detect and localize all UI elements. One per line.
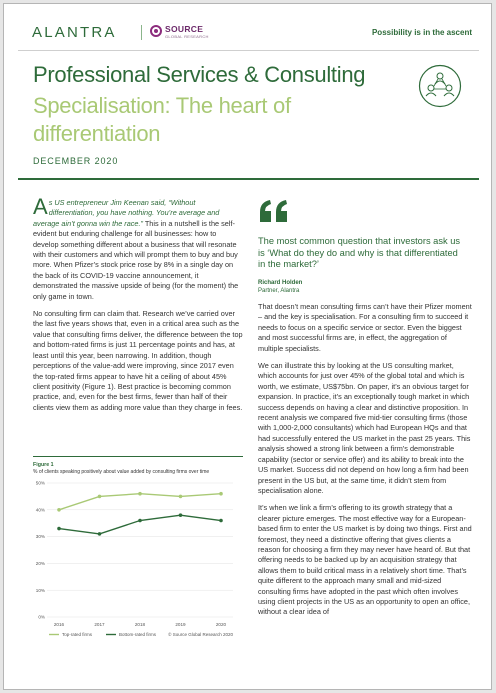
data-point: [138, 519, 142, 523]
data-point: [138, 492, 142, 496]
line-chart: [33, 477, 243, 647]
pull-quote: The most common question that investors ask us is ‘What do they do and why is that differentiated in the market?’: [258, 236, 461, 270]
legend-label: Bottom-rated firms: [119, 632, 157, 637]
data-point: [98, 532, 102, 536]
drop-cap: A: [33, 194, 48, 219]
tagline: Possibility is in the ascent: [371, 28, 472, 37]
left-column: [33, 194, 243, 420]
paragraph: [33, 194, 243, 302]
paragraph: It’s when we link a firm’s offering to its growth strategy that a clearer picture emerges. The most effective way for a European-based firm to enter the US market is by doing two things. First and foremost, they need a distinctive offering that gives clients a reason for choosing a firm they may never have heard of. But that offering needs to be backed up by an acquisition strategy that allows them to build critical mass in a relatively short time. That’s quite different to the approach many small and mid-sized consulting firms have adopted in the past which often involves using client projects in the US as an opportunity to open an office, without a clear idea of: [258, 503, 472, 617]
y-tick-label: 0%: [38, 614, 45, 620]
people-network-icon: [418, 64, 462, 108]
y-tick-label: 20%: [35, 561, 45, 566]
quote-author-role: Partner, Alantra: [258, 288, 300, 294]
paragraph: We can illustrate this by looking at the US consulting market, which accounts for just over 45% of the global total and which is worth, we estimate, US$75bn. On paper, it’s an obvious target for expansion. In practice, it’s an exceptionally tough market in which success depends on having a clear and distinctive proposition. In recent analysis we compared five mid-tier consulting firms (those with 1,000-2,000 consultants) which had European HQs and that had successfully entered the US market in the past 25 years. This analysis showed a strong link between a firm’s demonstrable capability (sector or service offer) and its ability to break into the US market. Success did not depend on how long a firm had been present in the US but, at the same time, it didn’t stem from specialisation alone.: [258, 361, 471, 495]
figure-1: [33, 456, 243, 646]
data-point: [219, 492, 223, 496]
source-logo-name: SOURCE: [165, 24, 204, 34]
legend-label: Top-rated firms: [62, 632, 93, 637]
paragraph-text: This in a nutshell is the self-evident but enduring challenge for all businesses: how to develop something different about a business that will resonate with their customers and which will prompt them to buy and buy more. When Pfizer’s stock price rose by 8% in a single day on the back of its COVID-19 vaccine announcement, it demonstrated the massive upside of being (for the moment) the only game in town.: [33, 218, 239, 301]
x-tick-label: 2018: [134, 622, 146, 627]
data-point: [179, 513, 183, 517]
y-tick-label: 30%: [35, 534, 45, 540]
page-header: [32, 24, 472, 48]
page-subtitle: Specialisation: The heart of differentiation: [33, 93, 291, 146]
data-point: [98, 495, 102, 499]
series-line: [59, 515, 221, 534]
chart-source: © Source Global Research 2020: [168, 632, 233, 637]
quote-mark-icon: [258, 198, 290, 224]
x-tick-label: 2017: [94, 622, 105, 627]
x-tick-label: 2016: [53, 622, 65, 627]
x-tick-label: 2020: [215, 622, 227, 627]
x-tick-label: 2019: [175, 622, 186, 627]
report-page: [3, 3, 492, 690]
figure-caption: % of clients speaking positively about value added by consulting firms over time: [33, 469, 210, 475]
quote-author: Richard Holden: [258, 280, 303, 286]
data-point: [57, 508, 61, 512]
y-tick-label: 10%: [35, 587, 45, 593]
right-column: [258, 302, 472, 625]
series-line: [59, 494, 221, 510]
page-title: Professional Services & Consulting: [33, 62, 366, 87]
data-point: [179, 495, 183, 499]
source-logo-subtitle: GLOBAL RESEARCH: [165, 34, 209, 39]
header-divider: [18, 50, 479, 51]
publication-date: DECEMBER 2020: [33, 156, 119, 166]
title-divider: [18, 178, 479, 180]
logo-divider: [141, 25, 142, 40]
paragraph: That doesn’t mean consulting firms can’t have their Pfizer moment – and the key is specialisation. For a consulting firm to succeed it needs to focus on a specific service or sector. Even the biggest and most successful firms are, in effect, the aggregation of multiple specialists.: [258, 302, 472, 353]
alantra-logo: ALANTRA: [32, 24, 117, 41]
y-tick-label: 50%: [35, 480, 45, 486]
intro-quote: s US entrepreneur Jim Keenan said, “Without differentiation, you have nothing. You’re average and average ain’t gonna win the race.”: [33, 198, 220, 228]
source-logo-icon: [150, 25, 162, 37]
figure-label: Figure 1: [33, 462, 54, 468]
data-point: [219, 519, 223, 523]
paragraph: No consulting firm can claim that. Research we’ve carried over the last five years shows that, even in a critical area such as the value that consulting firms deliver, the difference between the top and bottom-rated firms is just 11 percentage points and has, at least until this year, been narrowing. In addition, though perceptions of the value-add were improving, since 2017 even the top-rated firms appear to have hit a ceiling of about 45% client positivity (Figure 1). Best practice is becoming common practice, and, even for the best firms, fewer than half of their clients view them as adding more value than they charge in fees.: [33, 309, 243, 412]
data-point: [57, 527, 61, 531]
y-tick-label: 40%: [35, 507, 45, 513]
